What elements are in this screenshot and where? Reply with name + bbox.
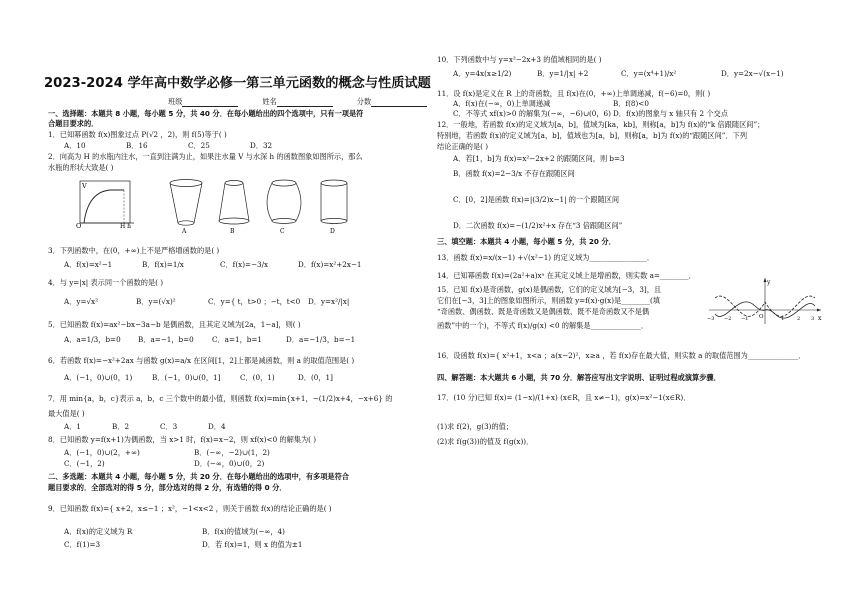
q15-function-graph <box>705 276 825 326</box>
q2-volume-graph <box>76 178 136 230</box>
q7-options <box>64 423 226 431</box>
q2-stem-2: 水瓶的形状大致是( ) <box>48 163 114 172</box>
q10-stem: 10．下列函数中与 y=x²−2x+3 的值域相同的是( ) <box>437 55 602 64</box>
section2-header-2: 题目要求的．全部选对的得 5 分，部分选对的得 2 分，有选错的得 0 分． <box>48 483 287 492</box>
q8-option-c[interactable]: C．(−1，2) <box>64 459 105 468</box>
q7-stem-2: 最大值是( ) <box>48 409 85 418</box>
score-label: 分数 <box>356 97 372 106</box>
q13-stem: 13．函数 f(x)=x/(x−1) +√(x²−1) 的定义域为________________． <box>437 253 655 262</box>
q5-option-c[interactable]: C．a=1，b=1 <box>212 335 262 344</box>
q5-options <box>64 336 355 344</box>
q1-stem: 1．已知幂函数 f(x)图象过点 P(√2 ，2)，则 f(5)等于( ) <box>48 130 227 139</box>
q1-option-b[interactable]: B．16 <box>126 141 148 150</box>
q11-option-c[interactable]: C．不等式 xf(x)>0 的解集为(−∞，−6)∪(0，6) <box>453 109 611 118</box>
q11-stem: 11．设 f(x)是定义在 R 上的奇函数，且 f(x)在(0，+∞)上单调递减，f(−6)=0，则( ) <box>437 89 711 98</box>
q7-stem-1: 7．用 min{a，b，c}表示 a，b，c 三个数中的最小值，则函数 f(x)=min{x+1，−(1/2)x+4，−x+6} 的 <box>48 394 393 403</box>
q9-option-d[interactable]: D．若 f(x)=1，则 x 的值为±1 <box>202 540 303 549</box>
q12-option-d[interactable]: D．二次函数 f(x)=−(1/2)x²+x 存在“3 倍跟随区间” <box>453 221 623 230</box>
q8-options-row1 <box>64 449 270 457</box>
class-blank[interactable] <box>182 98 238 107</box>
q2-label-b: B <box>230 228 235 235</box>
q3-option-a[interactable]: A．f(x)=x²−1 <box>64 260 113 269</box>
q11-options-row1 <box>453 100 649 108</box>
q2-graph-v-label: V <box>82 182 87 190</box>
q10-option-b[interactable]: B．y=1/|x| +2 <box>537 69 589 78</box>
q7-option-d[interactable]: D．4 <box>208 422 226 431</box>
q10-options <box>453 70 784 78</box>
q6-option-b[interactable]: B．(−1，0)∪(0，1] <box>152 373 221 382</box>
q17-part-1: (1)求 f(2)，g(3)的值； <box>437 422 514 431</box>
q15-o-label: O <box>759 314 764 320</box>
q11-option-d[interactable]: D．f(x)的图象与 x 轴只有 2 个交点 <box>613 109 728 118</box>
name-blank[interactable] <box>277 98 333 107</box>
q4-option-d[interactable]: D．y=x²/|x| <box>308 297 350 306</box>
q1-option-d[interactable]: D．32 <box>250 141 273 150</box>
q5-option-d[interactable]: D．a=−1/3，b=−1 <box>286 335 356 344</box>
q9-option-b[interactable]: B．f(x)的值域为(−∞，4) <box>202 527 285 536</box>
q4-option-c[interactable]: C．y={ t，t>0 ；−t，t<0 <box>208 297 301 306</box>
q9-option-c[interactable]: C．f(1)=3 <box>64 540 101 549</box>
section1-header-1: 一、选择题：本题共 8 小题，每小题 5 分，共 40 分．在每小题给出的四个选项中，只有一项是符 <box>48 109 364 118</box>
q3-option-b[interactable]: B．f(x)=1/x <box>142 260 184 269</box>
q5-option-a[interactable]: A．a=1/3，b=0 <box>64 335 121 344</box>
section2-header-1: 二、多选题：本题共 4 小题，每小题 5 分，共 20 分．在每小题给出的选项中，有多项是符合 <box>48 472 349 481</box>
q15-x-label: x <box>818 315 822 322</box>
q2-bottle-b[interactable] <box>216 177 252 235</box>
q15-tick-m2: −2 <box>724 316 732 322</box>
q11-option-b[interactable]: B．f(8)<0 <box>613 99 649 108</box>
q15-tick-2: 2 <box>797 316 801 322</box>
q15-tick-m1: −1 <box>741 316 749 322</box>
q3-option-c[interactable]: C．f(x)=−3/x <box>220 260 269 269</box>
q6-options <box>64 374 333 382</box>
q9-options-row1 <box>64 528 285 536</box>
name-label: 姓名 <box>262 97 277 106</box>
q10-option-a[interactable]: A．y=4x(x≥1/2) <box>453 69 512 78</box>
q15-stem-1: 15．已知 f(x)是奇函数，g(x)是偶函数，它们的定义域为[−3，3]，且 <box>437 285 662 294</box>
q5-stem: 5．已知函数 f(x)=ax²−bx−3a−b 是偶函数，且其定义域为[2a，1−a]，则( ) <box>48 320 301 329</box>
q5-option-b[interactable]: B．a=−1，b=0 <box>138 335 194 344</box>
q8-stem: 8．已知函数 y=f(x+1)为偶函数，当 x>1 时，f(x)=x−2，则 xf(x)<0 的解集为( ) <box>48 435 317 444</box>
q6-option-a[interactable]: A．(−1，0)∪(0，1) <box>64 373 133 382</box>
q6-option-d[interactable]: D．(0，1] <box>298 373 333 382</box>
q11-option-a[interactable]: A．f(x)在(−∞，0)上单调递减 <box>453 99 551 108</box>
q12-option-a[interactable]: A．若[1，b]为 f(x)=x²−2x+2 的跟随区间，则 b=3 <box>453 154 625 163</box>
q1-options <box>64 142 272 150</box>
q2-label-c: C <box>280 228 285 235</box>
q9-options-row2 <box>64 541 303 549</box>
q10-option-c[interactable]: C．y=(x⁴+1)/x² <box>621 69 677 78</box>
q12-option-c[interactable]: C．[0，2]是函数 f(x)=|(3/2)x−1| 的一个跟随区间 <box>453 195 620 204</box>
q9-option-a[interactable]: A．f(x)的定义域为 R <box>64 527 133 536</box>
student-info-row <box>168 98 427 107</box>
q15-y-label: y <box>767 279 771 286</box>
q4-option-b[interactable]: B．y=(√x)² <box>136 297 176 306</box>
q4-stem: 4．与 y=|x| 表示同一个函数的是( ) <box>48 278 164 287</box>
q2-bottle-d[interactable] <box>316 177 352 235</box>
q7-option-b[interactable]: B．2 <box>112 422 130 431</box>
q1-option-a[interactable]: A．10 <box>64 141 86 150</box>
q15-stem-4: 函数”中的一个)，不等式 f(x)/g(x) <0 的解集是______________． <box>437 321 649 330</box>
q16-stem: 16．设函数 f(x)={ x²+1，x<a ；a(x−2)²，x≥a ，若 f(x)存在最大值，则实数 a 的取值范围为______________． <box>437 351 806 360</box>
q12-option-b[interactable]: B．函数 f(x)=2−3/x 不存在跟随区间 <box>453 169 575 178</box>
q8-options-row2 <box>64 460 264 468</box>
section3-header: 三、填空题：本题共 4 小题，每小题 5 分，共 20 分． <box>437 237 616 246</box>
q12-stem-3: 结论正确的是( ) <box>437 142 489 151</box>
q3-options <box>64 261 361 269</box>
section4-header: 四、解答题：本大题共 6 小题，共 70 分．解答应写出文字说明、证明过程或演算步骤． <box>437 373 721 382</box>
q15-tick-3: 3 <box>811 316 815 322</box>
q7-option-c[interactable]: C．3 <box>160 422 178 431</box>
q2-bottle-c[interactable] <box>266 177 302 235</box>
q4-option-a[interactable]: A．y=√x² <box>64 297 98 306</box>
q1-option-c[interactable]: C．25 <box>188 141 210 150</box>
q2-bottle-a[interactable] <box>168 177 204 235</box>
q7-option-a[interactable]: A．1 <box>64 422 81 431</box>
q10-option-d[interactable]: D．y=2x−√(x−1) <box>721 69 784 78</box>
q4-options <box>64 298 349 306</box>
score-blank[interactable] <box>371 98 427 107</box>
section1-header-2: 合题目要求的． <box>48 119 99 128</box>
exam-title: 2023-2024 学年高中数学必修一第三单元函数的概念与性质试题 <box>44 76 431 91</box>
q8-option-d[interactable]: D．(−∞，0)∪(0，2) <box>194 459 265 468</box>
q2-label-d: D <box>330 228 335 235</box>
q15-tick-1: 1 <box>781 316 785 322</box>
q12-stem-2: 特别地，若函数 f(x)的定义域为[a，b]，值域也为[a，b]，则称[a，b]为 f(x)的“跟随区间”．下列 <box>437 131 748 140</box>
q6-option-c[interactable]: C．(0，1) <box>240 373 275 382</box>
class-label: 班级 <box>168 97 183 106</box>
q2-graph-h-label: H h <box>120 223 132 230</box>
q2-graph-o-label: O <box>76 222 82 230</box>
q3-stem: 3．下列函数中，在(0，+∞)上不是严格增函数的是( ) <box>48 246 220 255</box>
q2-label-a: A <box>182 228 187 235</box>
q2-stem-1: 2．向高为 H 的水瓶内注水，一直到注满为止，如果注水量 V 与水深 h 的函数图象如图所示，那么 <box>48 152 363 161</box>
q15-tick-m3: −3 <box>707 316 715 322</box>
q15-stem-2: 它们在[−3，3]上的图象如图所示，则函数 y=f(x)·g(x)是________(填 <box>437 296 660 305</box>
q12-stem-1: 12．一般地，若函数 f(x)的定义域为[a，b]，值域为[ka，kb]，则称[a，b]为 f(x)的“k 倍跟随区间”； <box>437 120 765 129</box>
q8-option-b[interactable]: B．(−∞，−2)∪(1，2) <box>194 448 270 457</box>
q11-options-row2 <box>453 110 728 118</box>
q6-stem: 6．若函数 f(x)=−x²+2ax 与函数 g(x)=a/x 在区间[1，2]上都是减函数，则 a 的取值范围是( ) <box>48 356 355 365</box>
q17-part-2: (2)求 f(g(3))的值及 f(g(x))． <box>437 437 534 446</box>
q14-stem: 14．已知幂函数 f(x)=(2a²+a)xᵃ 在其定义域上是增函数，则实数 a=________． <box>437 271 696 280</box>
q15-stem-3: “奇函数、偶函数、既是奇函数又是偶函数、既不是奇函数又不是偶 <box>437 307 650 316</box>
q17-stem: 17．(10 分)已知 f(x)= (1−x)/(1+x) (x∈R，且 x≠−1)，g(x)=x²−1(x∈R)． <box>437 393 691 402</box>
q8-option-a[interactable]: A．(−1，0)∪(2，+∞) <box>64 448 140 457</box>
q3-option-d[interactable]: D．f(x)=x²+2x−1 <box>298 260 362 269</box>
q9-stem: 9．已知函数 f(x)={ x+2，x≤−1 ；x²，−1<x<2 ，则关于函数 f(x)的结论正确的是( ) <box>48 504 332 513</box>
